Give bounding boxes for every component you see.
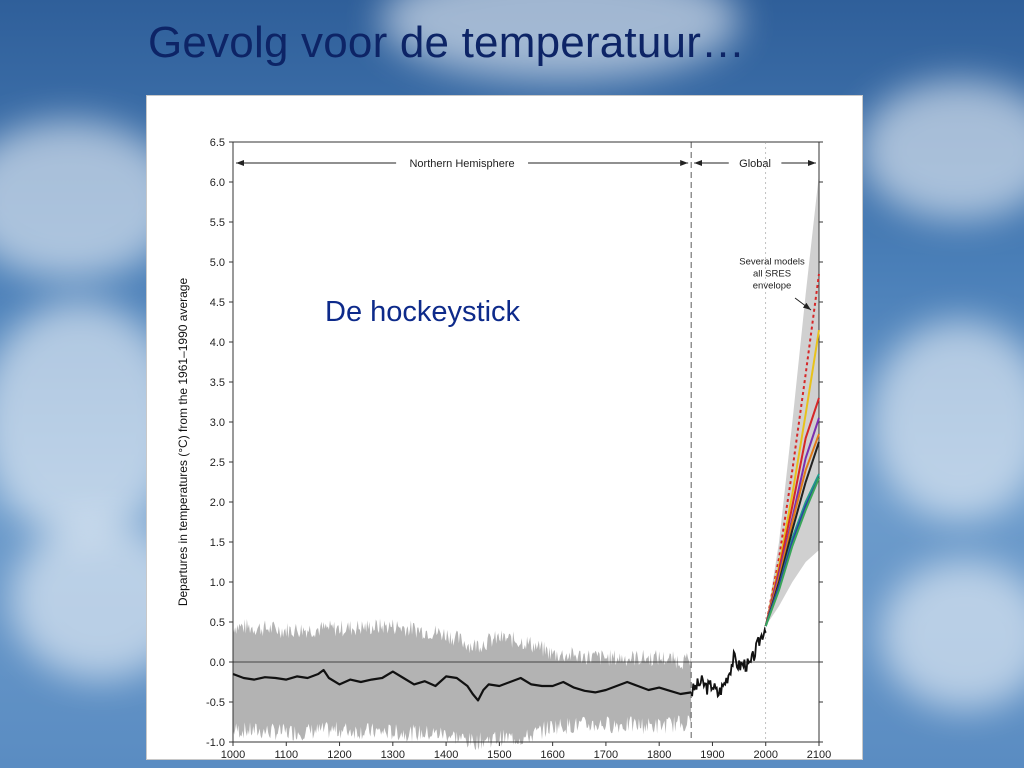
y-tick-label: 1.0	[209, 577, 225, 589]
cloud-decoration	[870, 320, 1024, 520]
cloud-decoration	[860, 80, 1024, 220]
cloud-decoration	[880, 560, 1024, 710]
annotation-label: all SRES	[753, 268, 792, 280]
y-tick-label: -0.5	[206, 697, 225, 709]
x-tick-label: 2000	[753, 749, 778, 759]
annotation-label: Several models	[739, 256, 805, 268]
instrumental-line	[691, 630, 766, 697]
y-tick-label: 6.5	[209, 137, 225, 149]
y-tick-label: 5.5	[209, 217, 225, 229]
x-tick-label: 1300	[380, 749, 406, 759]
y-tick-label: 2.0	[209, 497, 225, 509]
y-tick-label: 6.0	[209, 177, 225, 189]
y-tick-label: 3.0	[209, 417, 225, 429]
x-tick-label: 1000	[220, 749, 246, 759]
y-tick-label: 2.5	[209, 457, 225, 469]
hockeystick-label: De hockeystick	[325, 296, 521, 328]
x-tick-label: 1600	[540, 749, 565, 759]
y-tick-label: 0.0	[209, 657, 225, 669]
x-tick-label: 1200	[327, 749, 352, 759]
y-tick-label: 4.0	[209, 337, 225, 349]
x-tick-label: 1400	[433, 749, 459, 759]
x-tick-label: 1100	[274, 749, 299, 759]
x-tick-label: 2100	[806, 749, 832, 759]
y-axis-title: Departures in temperatures (°C) from the 1961–1990 average	[176, 277, 190, 607]
y-tick-label: 4.5	[209, 297, 225, 309]
x-tick-label: 1900	[700, 749, 725, 759]
annotation-label: envelope	[752, 280, 792, 292]
y-tick-label: 3.5	[209, 377, 225, 389]
y-tick-label: 1.5	[209, 537, 225, 549]
projection-envelope	[766, 174, 819, 626]
x-tick-label: 1800	[646, 749, 672, 759]
region-label-global: Global	[739, 158, 771, 170]
chart-panel	[146, 95, 863, 760]
x-tick-label: 1500	[487, 749, 512, 759]
y-tick-label: -1.0	[206, 737, 225, 749]
slide-title: Gevolg voor de temperatuur…	[148, 18, 746, 67]
temperature-chart	[147, 96, 862, 759]
region-label-northern-hemisphere: Northern Hemisphere	[409, 158, 515, 170]
x-tick-label: 1700	[593, 749, 619, 759]
y-tick-label: 5.0	[209, 257, 225, 269]
y-tick-label: 0.5	[209, 617, 225, 629]
